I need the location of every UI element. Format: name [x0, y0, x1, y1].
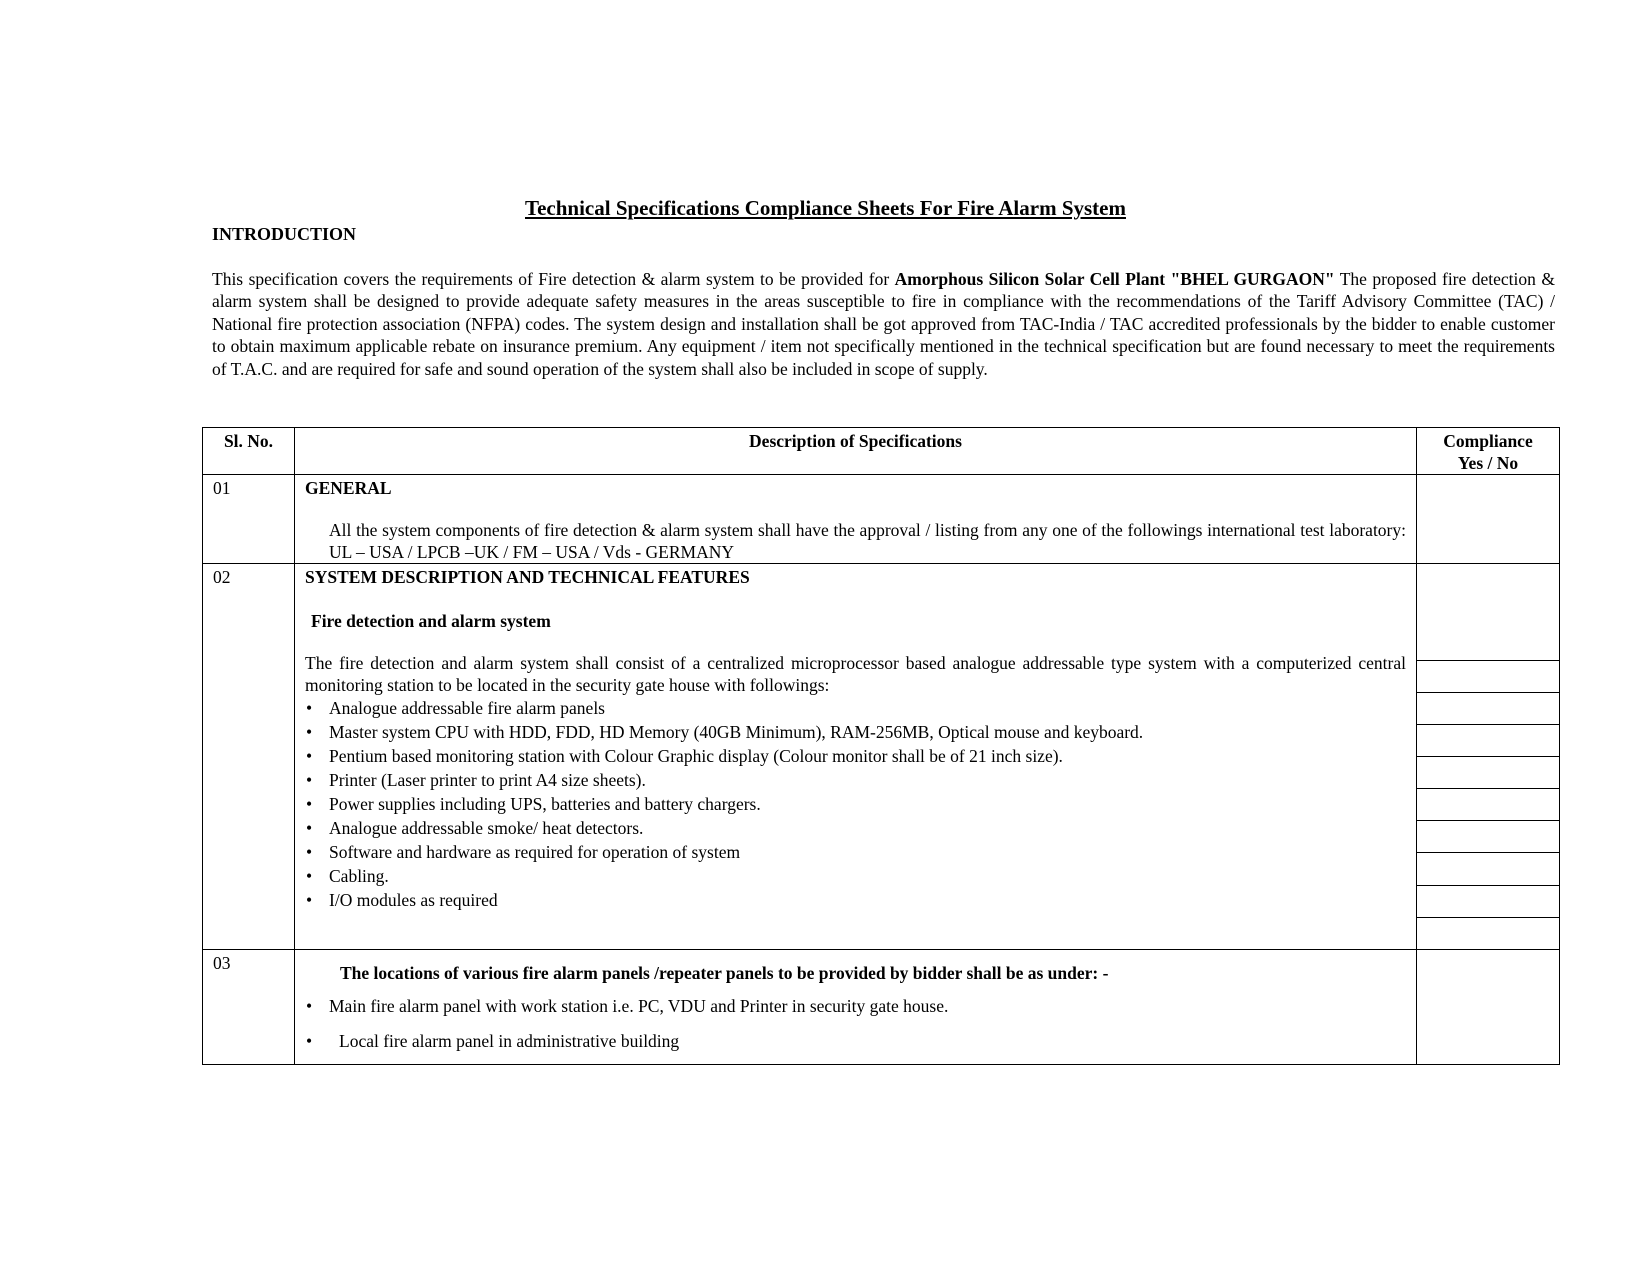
- list-item-text: Analogue addressable smoke/ heat detectors.: [329, 818, 644, 838]
- row-sl-no: 03: [203, 950, 295, 1065]
- compliance-box[interactable]: [1417, 757, 1559, 789]
- table-row: [203, 475, 1560, 564]
- compliance-box[interactable]: [1417, 886, 1559, 918]
- list-item-text: Analogue addressable fire alarm panels: [329, 698, 605, 718]
- section-heading-general: GENERAL: [305, 478, 392, 498]
- table-header-row: [203, 428, 1560, 475]
- list-item-text: Master system CPU with HDD, FDD, HD Memory (40GB Minimum), RAM-256MB, Optical mouse and keyboard.: [329, 722, 1144, 742]
- list-item: [305, 720, 1406, 744]
- specifications-table: [202, 427, 1560, 1065]
- compliance-box-heading[interactable]: [1417, 564, 1559, 661]
- list-item: [305, 792, 1406, 816]
- list-item: [305, 1029, 1406, 1053]
- table-row: [203, 564, 1560, 950]
- general-approval-text: All the system components of fire detection & alarm system shall have the approval / listing from any one of the followings international test laboratory: UL – USA / LPCB –UK / FM – USA / Vds - GERMANY: [329, 520, 1406, 562]
- header-sl-no: Sl. No.: [203, 428, 295, 475]
- list-item: [305, 888, 1406, 912]
- row-sl-no: 01: [203, 475, 295, 564]
- compliance-box[interactable]: [1417, 661, 1559, 693]
- compliance-cell: [1417, 564, 1560, 950]
- header-compliance-line2: Yes / No: [1457, 453, 1519, 473]
- list-item: [305, 768, 1406, 792]
- list-item-text: Main fire alarm panel with work station i.e. PC, VDU and Printer in security gate house.: [329, 996, 949, 1016]
- compliance-cell[interactable]: [1417, 950, 1560, 1065]
- intro-plant-name: Amorphous Silicon Solar Cell Plant "BHEL GURGAON": [894, 269, 1335, 289]
- bullet-icon: •: [306, 818, 313, 838]
- row-description: [295, 475, 1417, 564]
- intro-text-2: The proposed fire detection & alarm system shall be designed to provide adequate safety measures in the areas susceptible to fire in compliance with the recommendations of the Tariff Advisory Committee (TAC) / National fire protection association (NFPA) codes. The system design and installation shall be got approved from TAC-India / TAC accredited professionals by the bidder to enable customer to obtain maximum applicable rebate on insurance premium. Any equipment / item not specifically mentioned in the technical specification but are found necessary to meet the requirements of T.A.C. and are required for safe and sound operation of the system shall also be included in scope of supply.: [212, 269, 1555, 379]
- list-item: [305, 816, 1406, 840]
- row-sl-no: 02: [203, 564, 295, 950]
- section-heading-system: SYSTEM DESCRIPTION AND TECHNICAL FEATURES: [305, 567, 750, 587]
- compliance-stack: [1417, 564, 1559, 949]
- compliance-box[interactable]: [1417, 821, 1559, 853]
- compliance-box[interactable]: [1417, 725, 1559, 757]
- list-item: [305, 864, 1406, 888]
- compliance-box[interactable]: [1417, 789, 1559, 821]
- compliance-cell[interactable]: [1417, 475, 1560, 564]
- bullet-icon: •: [306, 890, 313, 910]
- list-item-text: Pentium based monitoring station with Colour Graphic display (Colour monitor shall be of 21 inch size).: [329, 746, 1063, 766]
- list-item: [305, 744, 1406, 768]
- bullet-icon: •: [306, 722, 313, 742]
- bullet-icon: •: [306, 866, 313, 886]
- bullet-icon: •: [306, 996, 313, 1016]
- header-description: Description of Specifications: [295, 428, 1417, 475]
- row-description: [295, 564, 1417, 950]
- list-item-text: Software and hardware as required for operation of system: [329, 842, 741, 862]
- list-item: [305, 840, 1406, 864]
- section-heading-locations: The locations of various fire alarm panels /repeater panels to be provided by bidder shall be as under: -: [340, 963, 1109, 983]
- list-item-text: I/O modules as required: [329, 890, 498, 910]
- list-item-text: Local fire alarm panel in administrative building: [339, 1031, 680, 1051]
- table-row: [203, 950, 1560, 1065]
- list-item: [305, 696, 1406, 720]
- subheading-fire-detection: Fire detection and alarm system: [311, 611, 551, 631]
- system-description-text: The fire detection and alarm system shall consist of a centralized microprocessor based analogue addressable type system with a computerized central monitoring station to be located in the security gate house with followings:: [305, 653, 1406, 695]
- list-item: [305, 994, 1406, 1018]
- bullet-icon: •: [306, 842, 313, 862]
- list-item-text: Power supplies including UPS, batteries and battery chargers.: [329, 794, 761, 814]
- compliance-box[interactable]: [1417, 693, 1559, 725]
- header-compliance-line1: Compliance: [1443, 431, 1533, 451]
- bullet-icon: •: [306, 698, 313, 718]
- header-compliance: [1417, 428, 1560, 475]
- document-title: Technical Specifications Compliance Sheets For Fire Alarm System: [525, 196, 1126, 220]
- bullet-icon: •: [306, 770, 313, 790]
- bullet-icon: •: [306, 794, 313, 814]
- intro-paragraph: [212, 268, 1555, 380]
- intro-text-1: This specification covers the requirements of Fire detection & alarm system to be provided for: [212, 269, 895, 289]
- intro-heading: INTRODUCTION: [212, 224, 357, 244]
- compliance-box[interactable]: [1417, 918, 1559, 949]
- list-item-text: Printer (Laser printer to print A4 size sheets).: [329, 770, 646, 790]
- row-description: [295, 950, 1417, 1065]
- compliance-box[interactable]: [1417, 853, 1559, 886]
- list-item-text: Cabling.: [329, 866, 389, 886]
- bullet-icon: •: [306, 746, 313, 766]
- bullet-icon: •: [306, 1031, 313, 1051]
